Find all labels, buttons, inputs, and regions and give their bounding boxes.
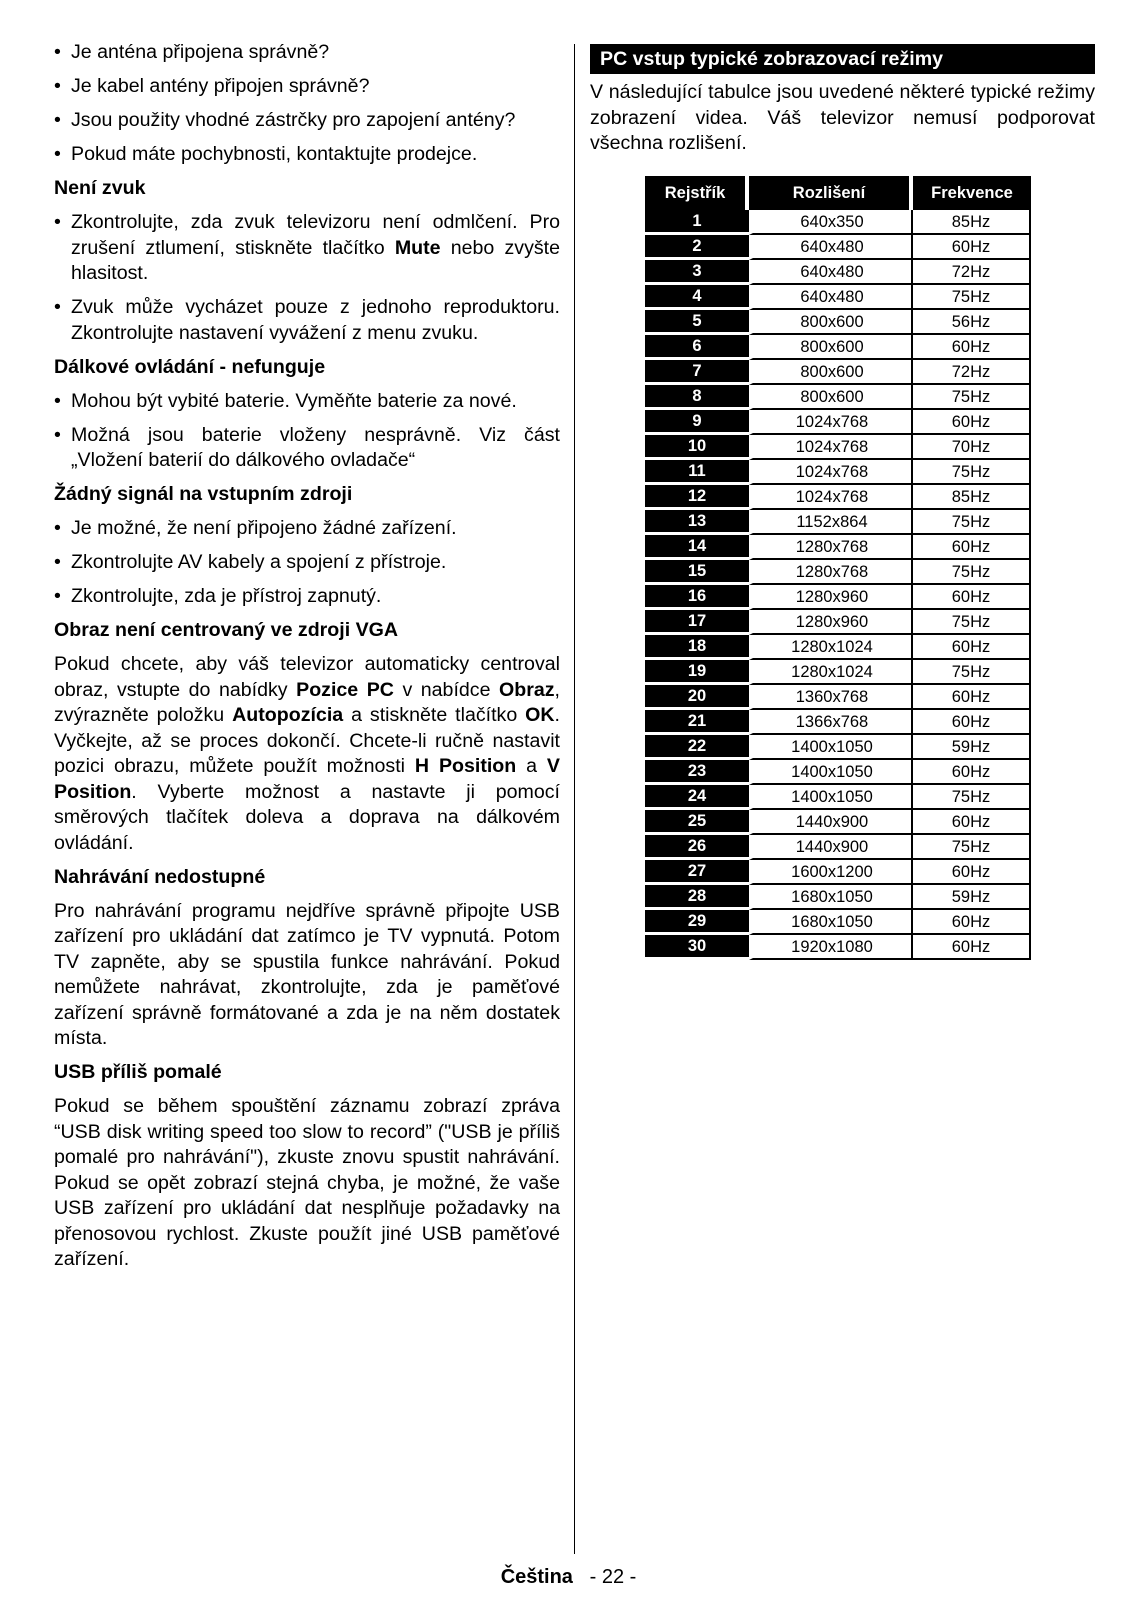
- row-resolution: 1440x900: [749, 835, 913, 860]
- recording-heading: Nahrávání nedostupné: [54, 865, 266, 888]
- row-index: 14: [645, 535, 749, 560]
- row-index: 5: [645, 310, 749, 335]
- row-resolution: 640x480: [749, 260, 913, 285]
- pc-modes-table: [645, 176, 1031, 960]
- row-index: 16: [645, 585, 749, 610]
- no-signal-item-3: • Zkontrolujte, zda je přístroj zapnutý.: [54, 584, 560, 610]
- row-frequency: 85Hz: [913, 210, 1031, 235]
- row-frequency: 60Hz: [913, 710, 1031, 735]
- row-index: 17: [645, 610, 749, 635]
- table-row: [645, 310, 1031, 335]
- row-index: 19: [645, 660, 749, 685]
- table-body: [645, 210, 1031, 960]
- table-row: [645, 485, 1031, 510]
- page-footer: [0, 1566, 1137, 1589]
- row-index: 28: [645, 885, 749, 910]
- row-resolution: 1152x864: [749, 510, 913, 535]
- row-index: 1: [645, 210, 749, 235]
- left-column: [54, 40, 560, 1281]
- row-resolution: 1280x768: [749, 560, 913, 585]
- row-frequency: 60Hz: [913, 535, 1031, 560]
- row-index: 25: [645, 810, 749, 835]
- row-index: 13: [645, 510, 749, 535]
- row-frequency: 75Hz: [913, 660, 1031, 685]
- antenna-check-4: • Pokud máte pochybnosti, kontaktujte prodejce.: [54, 142, 560, 168]
- row-resolution: 1280x1024: [749, 635, 913, 660]
- table-row: [645, 335, 1031, 360]
- row-resolution: 1920x1080: [749, 935, 913, 960]
- row-resolution: 1400x1050: [749, 760, 913, 785]
- row-frequency: 60Hz: [913, 810, 1031, 835]
- table-row: [645, 535, 1031, 560]
- row-index: 27: [645, 860, 749, 885]
- row-frequency: 56Hz: [913, 310, 1031, 335]
- row-resolution: 1366x768: [749, 710, 913, 735]
- no-signal-item-2: • Zkontrolujte AV kabely a spojení z přístroje.: [54, 550, 560, 576]
- row-frequency: 59Hz: [913, 735, 1031, 760]
- no-sound-heading: Není zvuk: [54, 177, 146, 199]
- no-signal-heading: Žádný signál na vstupním zdroji: [54, 483, 353, 505]
- usb-slow-heading: USB příliš pomalé: [54, 1061, 222, 1083]
- recording-paragraph: Pro nahrávání programu nejdříve správně připojte USB zařízení pro ukládání dat zatímco je TV vypnutá. Potom TV zapněte, aby se spustila funkce nahrávání. Pokud nemůžete nahrávat, zkontrolujte, zda je paměťové zařízení správně formátované a zda je na něm dostatek místa.: [54, 899, 560, 1049]
- row-resolution: 640x480: [749, 285, 913, 310]
- table-row: [645, 585, 1031, 610]
- table-row: [645, 760, 1031, 785]
- row-index: 10: [645, 435, 749, 460]
- page-number: - 22 -: [589, 1566, 637, 1588]
- row-resolution: 1024x768: [749, 410, 913, 435]
- table-row: [645, 735, 1031, 760]
- row-frequency: 60Hz: [913, 585, 1031, 610]
- row-frequency: 75Hz: [913, 460, 1031, 485]
- vga-heading: Obraz není centrovaný ve zdroji VGA: [54, 619, 399, 641]
- antenna-check-3: • Jsou použity vhodné zástrčky pro zapojení antény?: [54, 108, 560, 134]
- table-row: [645, 935, 1031, 960]
- row-index: 22: [645, 735, 749, 760]
- remote-item-2: • Možná jsou baterie vloženy nesprávně. Viz část „Vložení baterií do dálkového ovladače“: [54, 423, 560, 474]
- table-row: [645, 385, 1031, 410]
- row-frequency: 72Hz: [913, 260, 1031, 285]
- row-frequency: 60Hz: [913, 410, 1031, 435]
- antenna-check-1: • Je anténa připojena správně?: [54, 40, 560, 66]
- table-row: [645, 410, 1031, 435]
- row-frequency: 75Hz: [913, 285, 1031, 310]
- table-row: [645, 360, 1031, 385]
- row-resolution: 1280x768: [749, 535, 913, 560]
- row-index: 11: [645, 460, 749, 485]
- row-index: 24: [645, 785, 749, 810]
- row-resolution: 1360x768: [749, 685, 913, 710]
- row-frequency: 60Hz: [913, 935, 1031, 960]
- row-index: 18: [645, 635, 749, 660]
- row-index: 7: [645, 360, 749, 385]
- row-resolution: 1400x1050: [749, 785, 913, 810]
- no-sound-item-1: • Zkontrolujte, zda zvuk televizoru není odmlčení. Pro zrušení ztlumení, stiskněte tlačítko Mute nebo zvyšte hlasitost.: [54, 210, 560, 287]
- remote-item-1: • Mohou být vybité baterie. Vyměňte baterie za nové.: [54, 389, 560, 415]
- no-sound-item-2: • Zvuk může vycházet pouze z jednoho reproduktoru. Zkontrolujte nastavení vyvážení z menu zvuku.: [54, 295, 560, 346]
- row-index: 12: [645, 485, 749, 510]
- row-index: 26: [645, 835, 749, 860]
- row-resolution: 1600x1200: [749, 860, 913, 885]
- row-resolution: 1280x960: [749, 585, 913, 610]
- row-index: 3: [645, 260, 749, 285]
- row-frequency: 59Hz: [913, 885, 1031, 910]
- row-index: 6: [645, 335, 749, 360]
- row-resolution: 800x600: [749, 310, 913, 335]
- column-divider: [574, 44, 575, 1554]
- table-header-row: [645, 176, 1031, 210]
- table-row: [645, 560, 1031, 585]
- row-frequency: 60Hz: [913, 910, 1031, 935]
- row-resolution: 1024x768: [749, 460, 913, 485]
- table-row: [645, 285, 1031, 310]
- usb-slow-paragraph: Pokud se během spouštění záznamu zobrazí zpráva “USB disk writing speed too slow to record” ("USB je příliš pomalé pro nahrávání"), zkuste znovu spustit nahrávání. Pokud se opět zobrazí stejná chyba, je možné, že vaše USB zařízení pro ukládání dat nesplňuje požadavky na přenosovou rychlost. Zkuste použít jiné USB paměťové zařízení.: [54, 1095, 560, 1270]
- row-frequency: 70Hz: [913, 435, 1031, 460]
- header-frequency: Frekvence: [913, 176, 1031, 210]
- row-index: 2: [645, 235, 749, 260]
- footer-language: Čeština: [500, 1566, 573, 1588]
- table-row: [645, 510, 1031, 535]
- row-resolution: 1680x1050: [749, 885, 913, 910]
- row-frequency: 60Hz: [913, 335, 1031, 360]
- header-resolution: Rozlišení: [749, 176, 913, 210]
- row-index: 30: [645, 935, 749, 960]
- row-index: 4: [645, 285, 749, 310]
- vga-paragraph: Pokud chcete, aby váš televizor automaticky centroval obraz, vstupte do nabídky Pozice PC v nabídce Obraz, zvýrazněte položku Autopozícia a stiskněte tlačítko OK. Vyčkejte, až se proces dokončí. Chcete-li ručně nastavit pozici obrazu, můžete použít možnosti H Position a V Position. Vyberte možnost a nastavte ji pomocí směrových tlačítek doleva a doprava na dálkovém ovládání.: [54, 653, 560, 854]
- row-index: 20: [645, 685, 749, 710]
- header-index: Rejstřík: [645, 176, 749, 210]
- antenna-check-2: • Je kabel antény připojen správně?: [54, 74, 560, 100]
- row-index: 15: [645, 560, 749, 585]
- table-row: [645, 635, 1031, 660]
- table-row: [645, 260, 1031, 285]
- table-row: [645, 860, 1031, 885]
- row-resolution: 800x600: [749, 360, 913, 385]
- row-resolution: 1024x768: [749, 435, 913, 460]
- row-index: 9: [645, 410, 749, 435]
- row-resolution: 1440x900: [749, 810, 913, 835]
- no-signal-item-1: • Je možné, že není připojeno žádné zařízení.: [54, 516, 560, 542]
- row-resolution: 800x600: [749, 385, 913, 410]
- row-frequency: 75Hz: [913, 560, 1031, 585]
- row-resolution: 640x480: [749, 235, 913, 260]
- row-frequency: 75Hz: [913, 785, 1031, 810]
- row-frequency: 85Hz: [913, 485, 1031, 510]
- row-frequency: 60Hz: [913, 235, 1031, 260]
- table-row: [645, 435, 1031, 460]
- table-row: [645, 910, 1031, 935]
- table-row: [645, 785, 1031, 810]
- row-frequency: 60Hz: [913, 685, 1031, 710]
- pc-modes-title: PC vstup typické zobrazovací režimy: [590, 44, 1095, 74]
- row-index: 29: [645, 910, 749, 935]
- row-frequency: 75Hz: [913, 610, 1031, 635]
- row-frequency: 75Hz: [913, 385, 1031, 410]
- row-frequency: 60Hz: [913, 760, 1031, 785]
- table-row: [645, 885, 1031, 910]
- row-resolution: 1400x1050: [749, 735, 913, 760]
- table-row: [645, 810, 1031, 835]
- row-frequency: 60Hz: [913, 635, 1031, 660]
- table-row: [645, 710, 1031, 735]
- row-index: 21: [645, 710, 749, 735]
- row-frequency: 75Hz: [913, 510, 1031, 535]
- row-resolution: 1680x1050: [749, 910, 913, 935]
- row-resolution: 800x600: [749, 335, 913, 360]
- row-frequency: 60Hz: [913, 860, 1031, 885]
- right-column: [590, 44, 1095, 157]
- table-row: [645, 235, 1031, 260]
- table-row: [645, 610, 1031, 635]
- row-index: 8: [645, 385, 749, 410]
- pc-modes-intro: V následující tabulce jsou uvedené některé typické režimy zobrazení videa. Váš televizor nemusí podporovat všechna rozlišení.: [590, 81, 1095, 154]
- row-resolution: 1024x768: [749, 485, 913, 510]
- table-row: [645, 685, 1031, 710]
- row-resolution: 1280x960: [749, 610, 913, 635]
- row-resolution: 640x350: [749, 210, 913, 235]
- row-index: 23: [645, 760, 749, 785]
- row-resolution: 1280x1024: [749, 660, 913, 685]
- table-row: [645, 460, 1031, 485]
- row-frequency: 72Hz: [913, 360, 1031, 385]
- row-frequency: 75Hz: [913, 835, 1031, 860]
- table-row: [645, 210, 1031, 235]
- remote-heading: Dálkové ovládání - nefunguje: [54, 355, 326, 378]
- table-row: [645, 835, 1031, 860]
- table-row: [645, 660, 1031, 685]
